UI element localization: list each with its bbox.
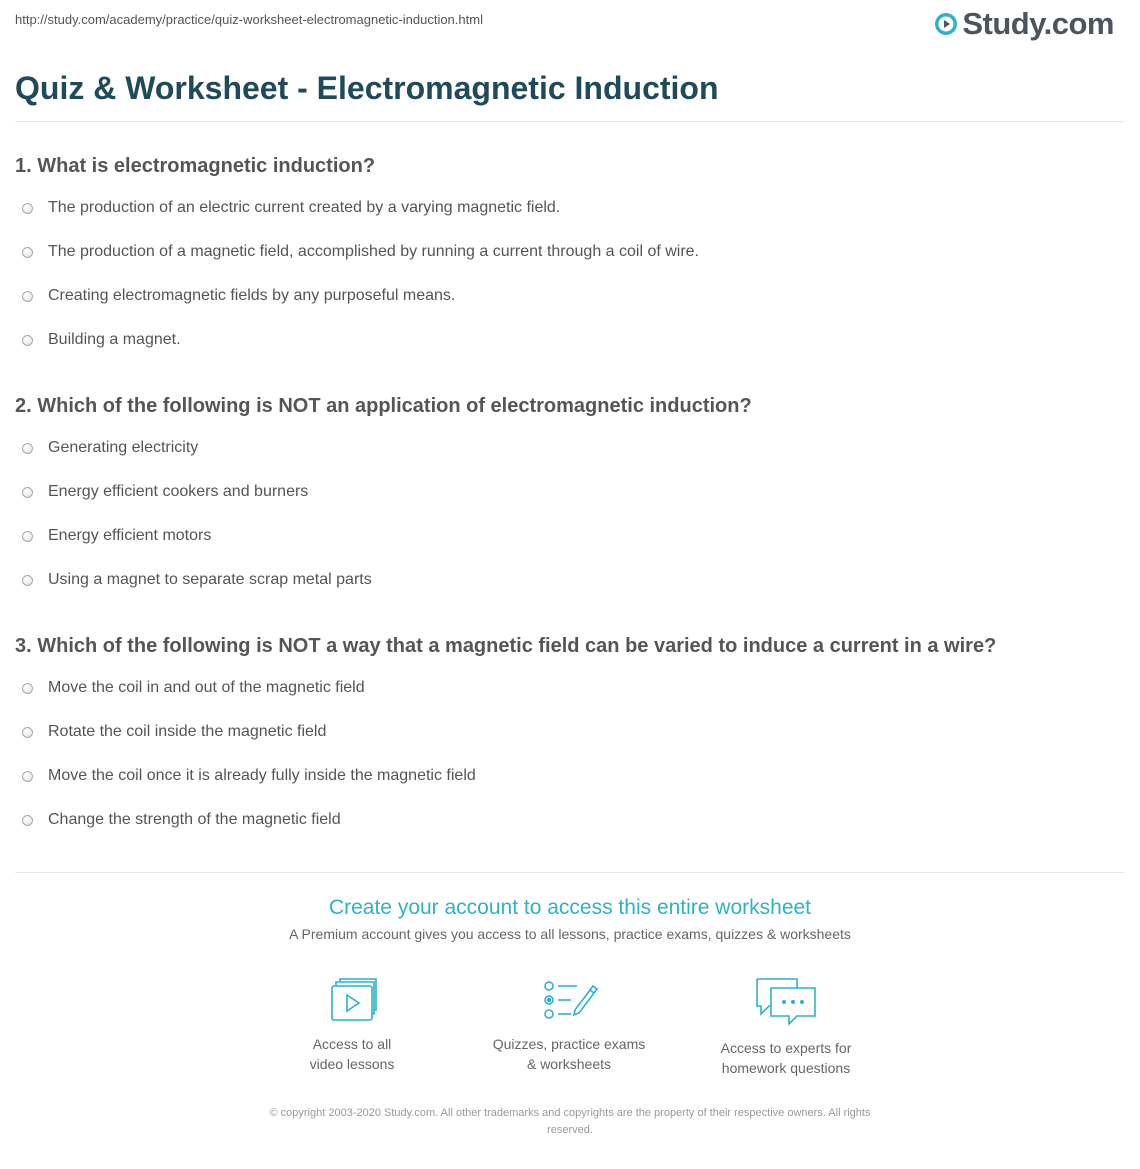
option-label: Change the strength of the magnetic field bbox=[48, 811, 341, 828]
question-3-option-4[interactable] bbox=[22, 811, 341, 829]
option-label: The production of an electric current created by a varying magnetic field. bbox=[48, 199, 561, 216]
question-3-option-3[interactable] bbox=[22, 767, 476, 785]
radio-button[interactable] bbox=[22, 487, 33, 498]
copyright-line1: © copyright 2003-2020 Study.com. All other trademarks and copyrights are the property of their respective owners. All rights bbox=[269, 1107, 871, 1119]
quiz-checklist-icon bbox=[539, 976, 599, 1024]
study-logo[interactable] bbox=[934, 6, 1114, 42]
feature-label-line2: homework questions bbox=[721, 1060, 851, 1076]
radio-button[interactable] bbox=[22, 575, 33, 586]
radio-button[interactable] bbox=[22, 291, 33, 302]
chat-bubbles-icon bbox=[753, 976, 819, 1028]
feature-label-line1: Access to all bbox=[312, 1036, 392, 1052]
page-title: Quiz & Worksheet - Electromagnetic Induction bbox=[15, 70, 719, 106]
option-label: Move the coil once it is already fully inside the magnetic field bbox=[48, 767, 476, 784]
option-label: The production of a magnetic field, accomplished by running a current through a coil of wire. bbox=[48, 243, 700, 260]
option-label: Generating electricity bbox=[48, 439, 199, 456]
cta-subheading: A Premium account gives you access to all lessons, practice exams, quizzes & worksheets bbox=[289, 926, 851, 942]
question-1-title: 1. What is electromagnetic induction? bbox=[15, 155, 376, 177]
title-divider bbox=[15, 121, 1125, 122]
question-1-option-1[interactable] bbox=[22, 199, 560, 217]
video-lessons-icon bbox=[324, 976, 380, 1024]
option-label: Energy efficient cookers and burners bbox=[48, 483, 309, 500]
option-label: Creating electromagnetic fields by any purposeful means. bbox=[48, 287, 456, 304]
copyright-line2: reserved. bbox=[547, 1124, 593, 1136]
radio-button[interactable] bbox=[22, 771, 33, 782]
question-1-option-4[interactable] bbox=[22, 331, 181, 349]
radio-button[interactable] bbox=[22, 683, 33, 694]
feature-label-line2: & worksheets bbox=[526, 1056, 612, 1072]
question-1-option-3[interactable] bbox=[22, 287, 455, 305]
radio-button[interactable] bbox=[22, 203, 33, 214]
question-2-title: 2. Which of the following is NOT an application of electromagnetic induction? bbox=[15, 395, 752, 417]
feature-video-lessons bbox=[262, 976, 442, 1074]
question-1-option-2[interactable] bbox=[22, 243, 699, 261]
question-3-title: 3. Which of the following is NOT a way that a magnetic field can be varied to induce a current in a wire? bbox=[15, 635, 997, 657]
question-2-option-1[interactable] bbox=[22, 439, 198, 457]
radio-button[interactable] bbox=[22, 443, 33, 454]
copyright-notice bbox=[210, 1105, 930, 1139]
cta-divider bbox=[15, 872, 1125, 873]
option-label: Rotate the coil inside the magnetic field bbox=[48, 723, 327, 740]
page-url: http://study.com/academy/practice/quiz-worksheet-electromagnetic-induction.html bbox=[15, 12, 483, 27]
radio-button[interactable] bbox=[22, 727, 33, 738]
question-2-option-2[interactable] bbox=[22, 483, 308, 501]
option-label: Move the coil in and out of the magnetic field bbox=[48, 679, 365, 696]
feature-quizzes bbox=[479, 976, 659, 1074]
feature-experts bbox=[696, 976, 876, 1078]
radio-button[interactable] bbox=[22, 247, 33, 258]
radio-button[interactable] bbox=[22, 815, 33, 826]
create-account-link[interactable]: Create your account to access this entire worksheet bbox=[328, 896, 812, 919]
question-3-option-2[interactable] bbox=[22, 723, 326, 741]
feature-label-line1: Quizzes, practice exams bbox=[492, 1036, 646, 1052]
logo-text: Study.com bbox=[962, 6, 1114, 41]
option-label: Energy efficient motors bbox=[48, 527, 212, 544]
feature-label-line2: video lessons bbox=[309, 1056, 395, 1072]
play-circle-icon bbox=[934, 12, 958, 36]
radio-button[interactable] bbox=[22, 335, 33, 346]
feature-label-line1: Access to experts for bbox=[720, 1040, 852, 1056]
option-label: Using a magnet to separate scrap metal parts bbox=[48, 571, 372, 588]
question-2-option-4[interactable] bbox=[22, 571, 372, 589]
question-3-option-1[interactable] bbox=[22, 679, 365, 697]
radio-button[interactable] bbox=[22, 531, 33, 542]
question-2-option-3[interactable] bbox=[22, 527, 211, 545]
option-label: Building a magnet. bbox=[48, 331, 181, 348]
